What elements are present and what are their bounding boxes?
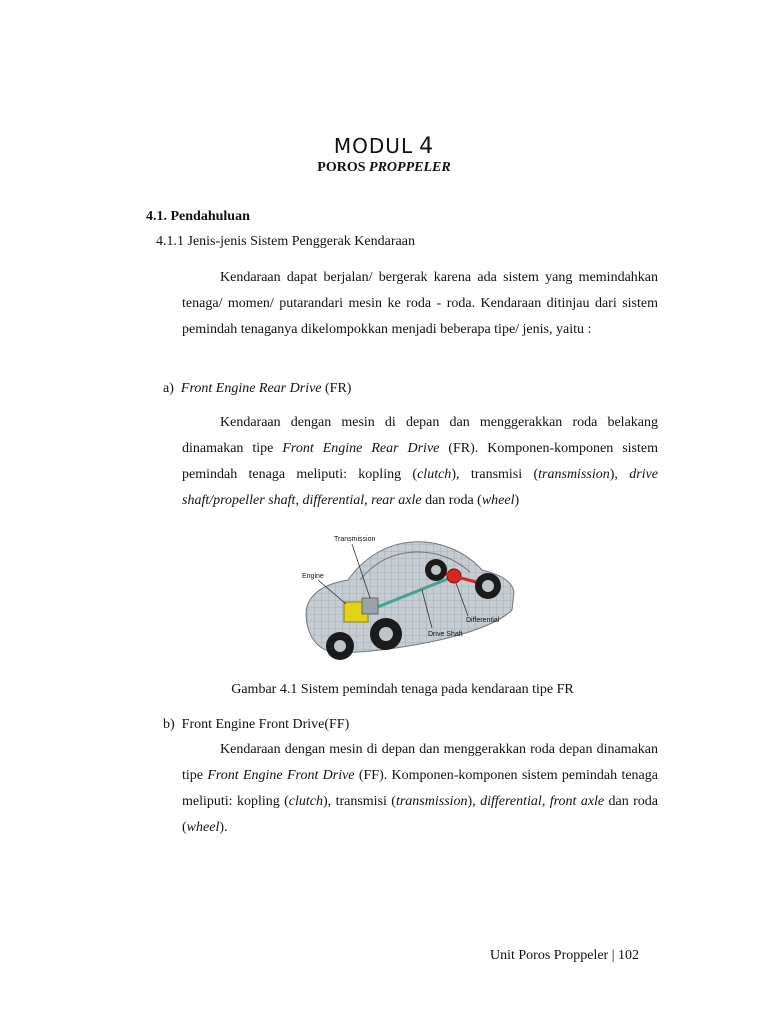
- wheel-front-right: [370, 618, 402, 650]
- figure-label-transmission: Transmission: [334, 536, 376, 543]
- wheel-rear-left: [425, 559, 447, 581]
- item-b-paragraph: [182, 737, 658, 841]
- item-a-text-2-italic: clutch: [417, 467, 452, 482]
- intro-paragraph: [182, 265, 658, 343]
- module-title-number: 4: [419, 134, 435, 159]
- item-b-text-3-italic: transmission: [395, 794, 468, 809]
- figure-label-differential: Differential: [466, 617, 500, 624]
- figure-label-drive-shaft: Drive Shaft: [428, 631, 463, 638]
- module-title-word: MODUL: [333, 134, 414, 158]
- item-b-text-4-italic: differential: [480, 794, 542, 809]
- item-b-text-2-italic: clutch: [288, 794, 324, 809]
- section-heading: 4.1. Pendahuluan: [146, 209, 250, 224]
- item-a-text-7-italic: wheel: [481, 493, 515, 508]
- item-b-text-5-italic: front axle: [549, 794, 605, 809]
- item-a-text-3-italic: transmission: [538, 467, 610, 482]
- item-a-text-8: ): [514, 493, 520, 508]
- item-b-text-4: ),: [467, 794, 481, 809]
- item-a-paragraph: [182, 410, 658, 514]
- item-a-text-3: ), transmisi (: [451, 467, 539, 482]
- item-a-marker: a): [163, 381, 174, 396]
- item-a-text-1-italic: Front Engine Rear Drive: [282, 441, 440, 456]
- item-a-text-7: dan roda (: [421, 493, 482, 508]
- item-b-marker: b): [163, 717, 175, 732]
- item-a-text-4-italic: drive shaft/propeller shaft: [182, 467, 659, 508]
- item-b-text-7: ).: [219, 820, 228, 835]
- page-footer: Unit Poros Proppeler | 102: [490, 948, 640, 963]
- wheel-rear-right: [475, 573, 501, 599]
- subsection-heading: 4.1.1 Jenis-jenis Sistem Penggerak Kendaraan: [156, 234, 415, 249]
- item-b-text-1-italic: Front Engine Front Drive: [207, 768, 355, 783]
- wheel-front-left: [326, 632, 354, 660]
- subtitle-prefix: POROS: [317, 160, 370, 175]
- item-b-text-6-italic: wheel: [186, 820, 220, 835]
- item-a-text-6: ,: [364, 493, 372, 508]
- module-title: [0, 134, 768, 159]
- item-a-text-5: ,: [295, 493, 303, 508]
- item-a-heading: [163, 381, 351, 397]
- item-a-text-5-italic: differential: [302, 493, 365, 508]
- fr-drivetrain-figure: [300, 530, 520, 664]
- item-a-italic: Front Engine Rear Drive: [180, 381, 322, 396]
- module-subtitle: [0, 160, 768, 176]
- figure-caption: Gambar 4.1 Sistem pemindah tenaga pada kendaraan tipe FR: [231, 682, 574, 697]
- figure-label-engine: Engine: [302, 573, 324, 580]
- item-a-text-1: Kendaraan dengan mesin di depan dan menggerakkan roda belakang dinamakan tipe: [182, 415, 658, 456]
- item-b-text-5: ,: [541, 794, 550, 809]
- subtitle-italic: PROPPELER: [369, 160, 451, 175]
- item-a-text-4: ),: [609, 467, 630, 482]
- item-a-text-2: (FR). Komponen-komponen sistem pemindah tenaga meliputi: kopling (: [182, 441, 658, 482]
- item-a-text-6-italic: rear axle: [371, 493, 422, 508]
- intro-text: Kendaraan dapat berjalan/ bergerak karena ada sistem yang memindahkan tenaga/ momen/ putarandari mesin ke roda - roda. Kendaraan ditinjau dari sistem pemindah tenaganya dikelompokkan menjadi beberapa tipe/ jenis, yaitu :: [182, 270, 658, 337]
- item-b-heading: [163, 717, 349, 733]
- item-b-text-3: ), transmisi (: [323, 794, 396, 809]
- item-a-suffix: (FR): [321, 381, 352, 396]
- item-b-text-2: (FF). Komponen-komponen sistem pemindah tenaga meliputi: kopling (: [182, 768, 658, 809]
- item-b-text-6: dan roda (: [182, 794, 659, 835]
- item-b-text-1: Kendaraan dengan mesin di depan dan menggerakkan roda depan dinamakan tipe: [182, 742, 658, 783]
- item-b-label: Front Engine Front Drive(FF): [181, 717, 350, 732]
